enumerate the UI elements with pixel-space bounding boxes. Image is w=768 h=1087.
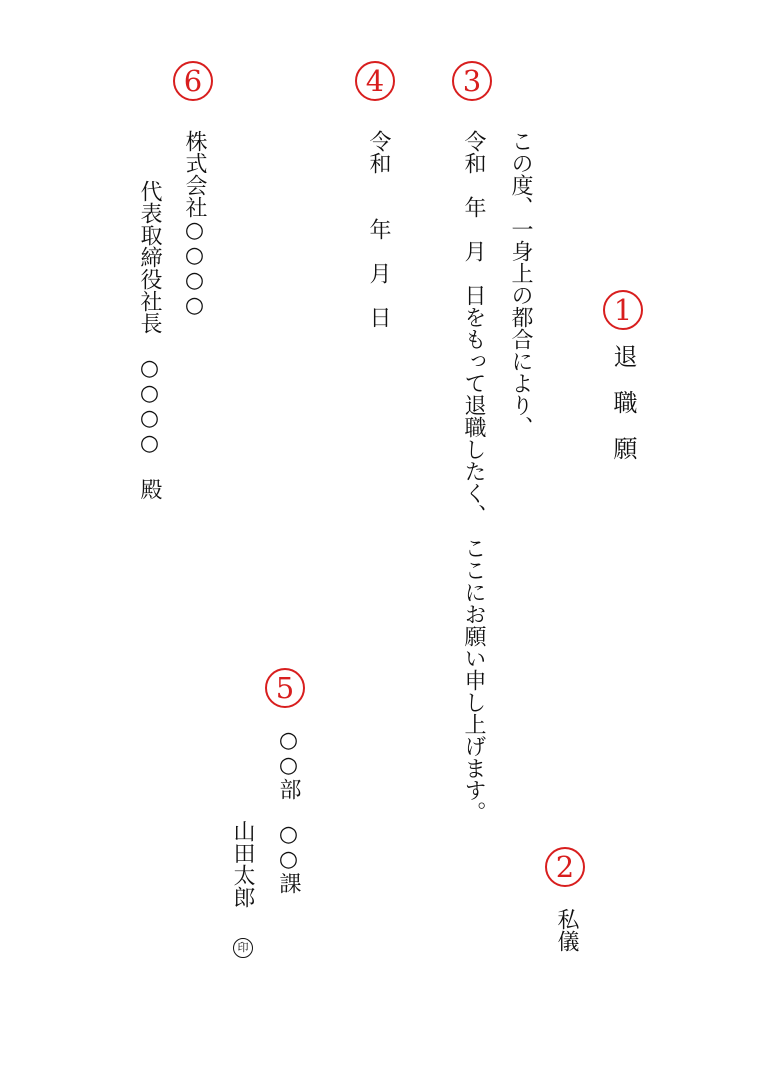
recipient-line: 代表取締役社長 ○○○○ 殿 (137, 180, 162, 500)
watakushigi-text: 私儀 (554, 908, 579, 952)
marker-1: 1 (603, 290, 643, 330)
company-name: 株式会社○○○○ (182, 130, 207, 318)
marker-3: 3 (452, 61, 492, 101)
sender-name: 山田太郎 (230, 820, 255, 908)
document-title: 退職願 (609, 344, 637, 482)
date-line: 令和 年 月 日 (366, 130, 391, 328)
body-line-2: 令和 年 月 日をもって退職したく、 ここにお願い申し上げます。 (461, 130, 486, 823)
department-section: ○○部 ○○課 (276, 728, 301, 894)
marker-4: 4 (355, 61, 395, 101)
seal-mark: 印 (233, 938, 253, 958)
marker-2: 2 (545, 847, 585, 887)
body-line-1: この度、一身上の都合により、 (508, 130, 533, 438)
marker-5: 5 (265, 668, 305, 708)
marker-6: 6 (173, 61, 213, 101)
